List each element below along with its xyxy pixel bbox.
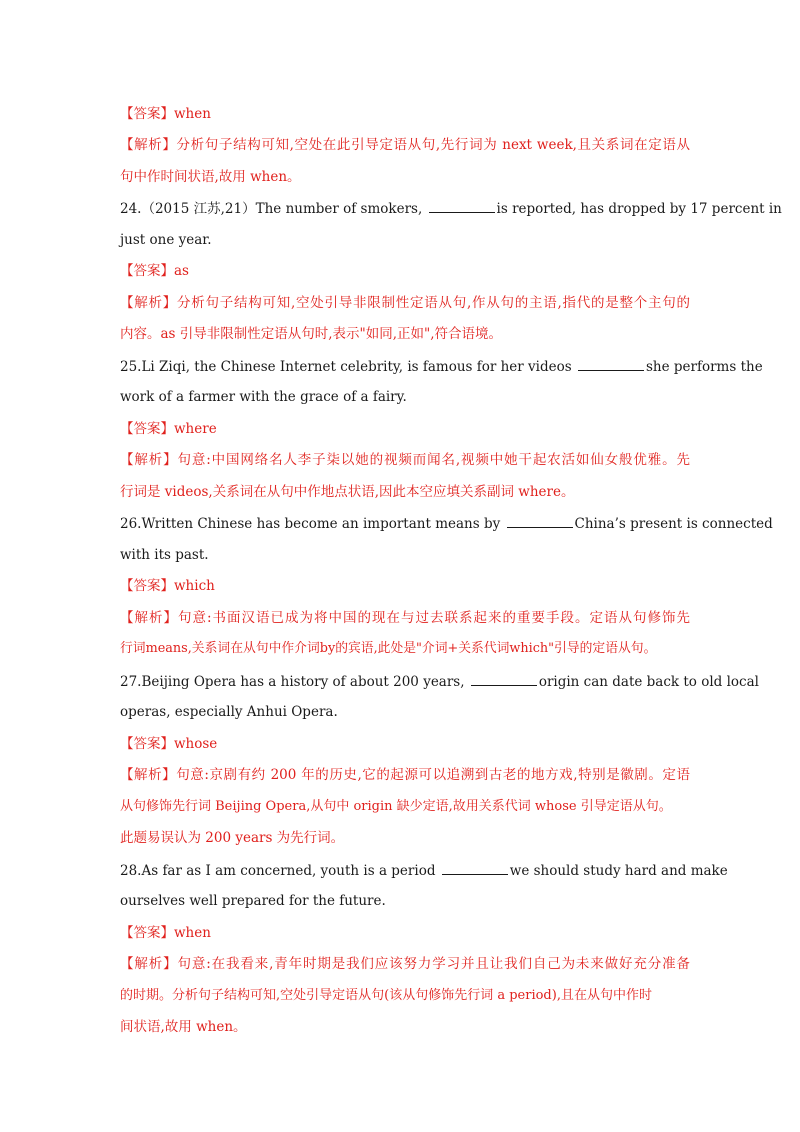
fill-blank bbox=[471, 671, 537, 686]
analysis-line: 行词是 videos,关系词在从句中作地点状语,因此本空应填关系副词 where。 bbox=[120, 484, 575, 500]
question-line: just one year. bbox=[120, 232, 212, 248]
question-24 bbox=[120, 198, 782, 219]
analysis-line: 【解析】句意:书面汉语已成为将中国的现在与过去联系起来的重要手段。定语从句修饰先 bbox=[120, 610, 690, 626]
analysis-line: 从句修饰先行词 Beijing Opera,从句中 origin 缺少定语,故用关系代词 whose 引导定语从句。 bbox=[120, 799, 672, 814]
answer-line: 【答案】whose bbox=[120, 736, 218, 752]
question-line: work of a farmer with the grace of a fairy. bbox=[120, 389, 407, 405]
question-text: 24.（2015 江苏,21）The number of smokers, bbox=[120, 201, 423, 217]
question-text: 26.Written Chinese has become an important means by bbox=[120, 516, 501, 532]
question-text: she performs the bbox=[645, 359, 763, 375]
analysis-line: 【解析】分析句子结构可知,空处引导非限制性定语从句,作从句的主语,指代的是整个主句的 bbox=[120, 295, 690, 311]
analysis-line: 句中作时间状语,故用 when。 bbox=[120, 169, 301, 185]
analysis-line: 【解析】句意:中国网络名人李子柒以她的视频而闻名,视频中她干起农活如仙女般优雅。先 bbox=[120, 452, 690, 468]
question-line: with its past. bbox=[120, 547, 209, 563]
analysis-line: 间状语,故用 when。 bbox=[120, 1019, 247, 1035]
answer-line: 【答案】when bbox=[120, 925, 211, 941]
question-line: operas, especially Anhui Opera. bbox=[120, 704, 338, 720]
analysis-line: 【解析】分析句子结构可知,空处在此引导定语从句,先行词为 next week,且关系词在定语从 bbox=[120, 137, 690, 153]
fill-blank bbox=[578, 356, 644, 371]
fill-blank bbox=[442, 860, 508, 875]
answer-line: 【答案】as bbox=[120, 263, 189, 279]
analysis-line: 【解析】句意:京剧有约 200 年的历史,它的起源可以追溯到古老的地方戏,特别是徽剧。定语 bbox=[120, 767, 690, 783]
question-line: ourselves well prepared for the future. bbox=[120, 893, 386, 909]
analysis-line: 【解析】句意:在我看来,青年时期是我们应该努力学习并且让我们自己为未来做好充分准备 bbox=[120, 956, 690, 972]
analysis-line: 行词means,关系词在从句中作介词by的宾语,此处是"介词+关系代词which"引导的定语从句。 bbox=[120, 641, 657, 656]
answer-line: 【答案】where bbox=[120, 421, 217, 437]
question-text: 28.As far as I am concerned, youth is a period bbox=[120, 863, 436, 879]
question-text: origin can date back to old local bbox=[538, 674, 759, 690]
question-text: we should study hard and make bbox=[509, 863, 728, 879]
question-26 bbox=[120, 513, 773, 534]
answer-line: 【答案】which bbox=[120, 578, 215, 594]
question-28 bbox=[120, 860, 728, 881]
question-27 bbox=[120, 671, 759, 692]
fill-blank bbox=[507, 513, 573, 528]
fill-blank bbox=[429, 198, 495, 213]
answer-line: 【答案】when bbox=[120, 106, 211, 122]
analysis-line: 此题易误认为 200 years 为先行词。 bbox=[120, 830, 345, 846]
analysis-line: 内容。as 引导非限制性定语从句时,表示"如同,正如",符合语境。 bbox=[120, 326, 503, 342]
question-text: is reported, has dropped by 17 percent in bbox=[496, 201, 782, 217]
analysis-line: 的时期。分析句子结构可知,空处引导定语从句(该从句修饰先行词 a period),且在从句中作时 bbox=[120, 988, 652, 1003]
question-text: China’s present is connected bbox=[574, 516, 773, 532]
question-text: 27.Beijing Opera has a history of about 200 years, bbox=[120, 674, 465, 690]
question-text: 25.Li Ziqi, the Chinese Internet celebrity, is famous for her videos bbox=[120, 359, 572, 375]
question-25 bbox=[120, 356, 763, 377]
